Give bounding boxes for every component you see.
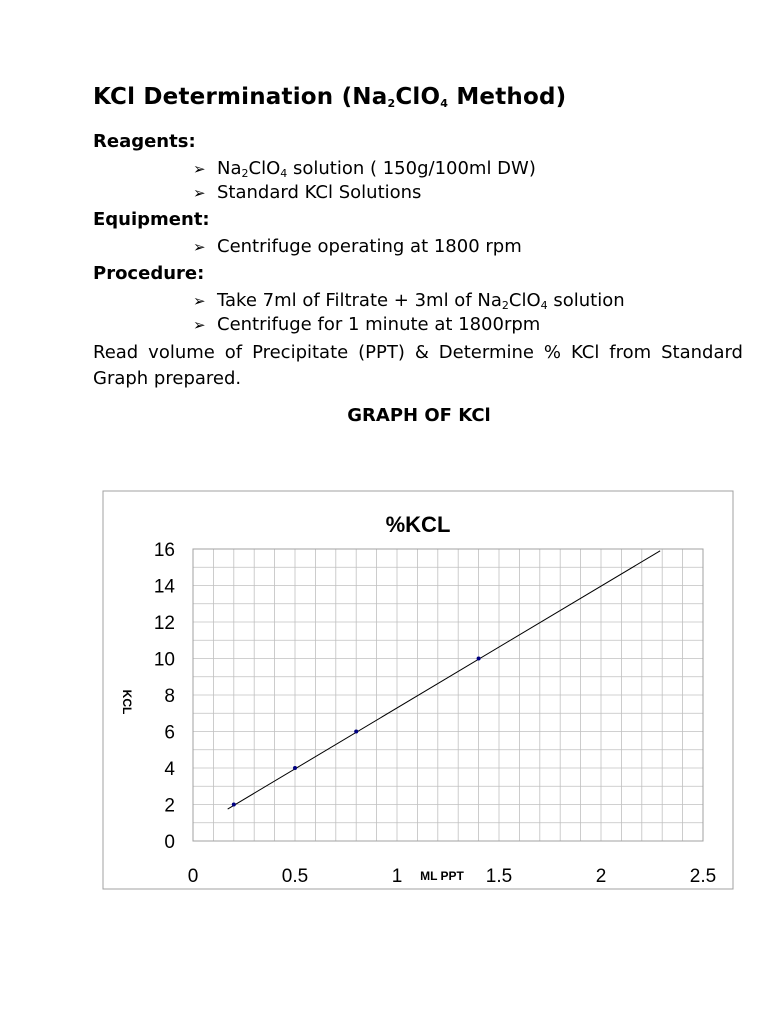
y-tick-label: 6 bbox=[164, 722, 175, 744]
arrow-bullet-icon: ➢ bbox=[193, 292, 206, 310]
x-tick-label: 1.5 bbox=[485, 866, 513, 887]
data-point bbox=[293, 766, 297, 770]
y-tick-label: 14 bbox=[153, 576, 175, 598]
x-tick-label: 0 bbox=[187, 866, 199, 887]
procedure-heading: Procedure: bbox=[93, 263, 205, 284]
x-tick-label: 2 bbox=[595, 866, 607, 887]
y-tick-label: 4 bbox=[164, 759, 175, 780]
chart-area bbox=[103, 491, 733, 889]
y-tick-label: 16 bbox=[153, 540, 175, 561]
arrow-bullet-icon: ➢ bbox=[193, 160, 206, 178]
document-title: KCl Determination ($Na_2ClO_4$ Method) bbox=[93, 84, 567, 110]
chart-title: %KCL bbox=[385, 512, 451, 537]
data-point bbox=[354, 730, 358, 734]
x-tick-label: 0.5 bbox=[281, 866, 309, 887]
arrow-bullet-icon: ➢ bbox=[193, 238, 206, 256]
y-tick-label: 2 bbox=[164, 795, 175, 817]
equipment-heading: Equipment: bbox=[93, 209, 210, 230]
procedure-item: ➢ Take 7ml of Filtrate + 3ml of $Na_2ClO_4$ solution bbox=[193, 290, 625, 312]
y-tick-label: 10 bbox=[153, 649, 175, 671]
data-point bbox=[477, 657, 481, 661]
procedure-item: ➢ Centrifuge for 1 minute at 1800rpm bbox=[193, 314, 541, 335]
x-tick-label: 2.5 bbox=[689, 866, 717, 887]
y-tick-label: 8 bbox=[164, 686, 175, 707]
data-point bbox=[232, 803, 236, 807]
arrow-bullet-icon: ➢ bbox=[193, 184, 206, 202]
x-tick-label: 1 bbox=[391, 866, 403, 887]
reagent-item: ➢ Standard KCl Solutions bbox=[193, 182, 422, 203]
reagent-item: ➢ $Na_2ClO_4$ solution ( 150g/100ml DW) bbox=[193, 158, 536, 180]
y-tick-label: 0 bbox=[164, 832, 175, 853]
x-axis-label: ML PPT bbox=[420, 869, 464, 883]
reagents-heading: Reagents: bbox=[93, 131, 196, 152]
arrow-bullet-icon: ➢ bbox=[193, 316, 206, 334]
y-tick-label: 12 bbox=[153, 613, 175, 634]
instruction-paragraph: Read volume of Precipitate (PPT) & Determine % KCl from Standard Graph prepared. bbox=[93, 342, 743, 389]
y-axis-label: KCL bbox=[120, 689, 134, 715]
equipment-item: ➢ Centrifuge operating at 1800 rpm bbox=[193, 236, 522, 257]
graph-heading: GRAPH OF KCl bbox=[347, 405, 491, 426]
